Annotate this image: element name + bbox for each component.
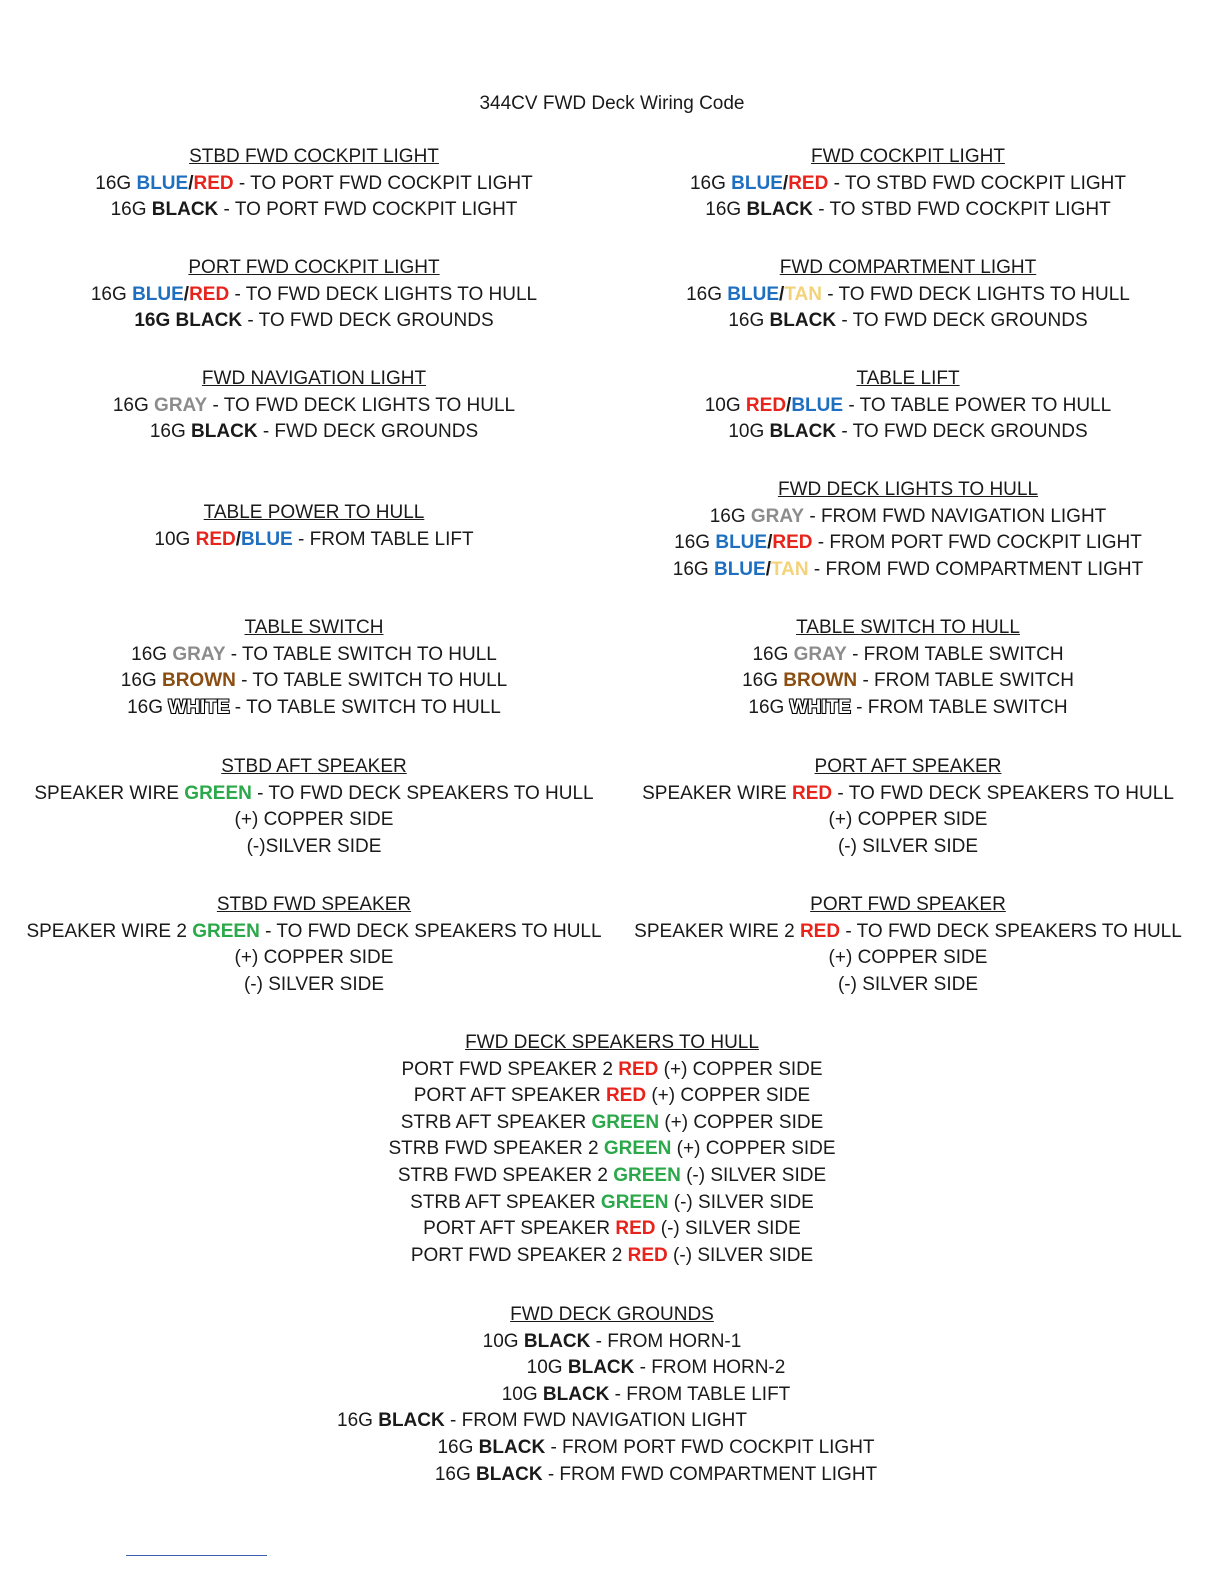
wire-color-label: GRAY — [172, 643, 226, 665]
wire-text: 16G — [95, 172, 137, 194]
wire-lines — [0, 527, 628, 554]
wire-text: 16G — [120, 670, 162, 692]
wire-line — [610, 282, 1206, 309]
wire-lines — [610, 781, 1206, 861]
wire-color-label: GRAY — [793, 643, 847, 665]
wire-color-label: GRAY — [154, 394, 208, 416]
wire-line — [610, 781, 1206, 808]
wire-text: BLACK — [476, 1463, 543, 1485]
wire-line — [0, 1408, 1154, 1435]
wire-color-label: RED — [618, 1058, 659, 1080]
wire-text: 16G — [686, 283, 728, 305]
wire-color-label: RED — [189, 283, 230, 305]
wire-color-label: BLUE — [713, 558, 766, 580]
wire-text: - TO FWD DECK SPEAKERS TO HULL — [251, 782, 594, 804]
wire-text: - TO STBD FWD COCKPIT LIGHT — [813, 199, 1111, 221]
section-fwd-compartment-light — [610, 255, 1206, 335]
wire-text: - TO FWD DECK SPEAKERS TO HULL — [840, 920, 1182, 942]
wire-text: 16G — [689, 172, 732, 194]
wire-line — [0, 807, 628, 834]
section-port-fwd-speaker — [610, 892, 1206, 998]
wire-text: - TO TABLE POWER TO HULL — [843, 394, 1112, 416]
wire-text: 16G — [709, 505, 751, 527]
wire-text: 16G — [705, 199, 747, 221]
wire-line — [0, 171, 628, 198]
wire-line — [0, 834, 628, 861]
wire-text: 16G — [127, 696, 169, 718]
wire-text: - FROM TABLE SWITCH — [846, 643, 1064, 665]
wire-text: (-) SILVER SIDE — [243, 973, 385, 995]
wire-line — [0, 642, 628, 669]
wire-text: PORT AFT SPEAKER — [413, 1085, 606, 1107]
wire-text: BLACK — [151, 199, 219, 221]
wire-text: - FROM PORT FWD COCKPIT LIGHT — [545, 1436, 875, 1458]
section-heading: STBD FWD SPEAKER — [216, 894, 412, 915]
wire-color-label: GREEN — [613, 1164, 681, 1186]
wire-line — [610, 834, 1206, 861]
wire-text: 16G — [337, 1410, 379, 1432]
wire-text: - TO PORT FWD COCKPIT LIGHT — [218, 199, 518, 221]
wire-line — [610, 530, 1206, 557]
wire-text: STRB AFT SPEAKER — [410, 1191, 601, 1213]
section-fwd-navigation-light — [0, 366, 628, 446]
document-title: 344CV FWD Deck Wiring Code — [479, 93, 745, 114]
wire-text: 16G — [90, 283, 133, 305]
wire-text: 16G — [434, 1463, 477, 1485]
wire-line — [610, 504, 1206, 531]
wire-text: / — [188, 172, 194, 194]
wire-line — [610, 393, 1206, 420]
wire-text: 16G BLACK — [134, 310, 243, 332]
wire-text: - TO TABLE SWITCH TO HULL — [229, 696, 501, 718]
wire-text: 10G — [501, 1383, 543, 1405]
wire-color-label: BLUE — [715, 532, 768, 554]
wire-line — [0, 919, 628, 946]
wire-text: - FROM FWD NAVIGATION LIGHT — [444, 1410, 747, 1432]
wire-text: 16G — [752, 643, 794, 665]
section-heading: PORT AFT SPEAKER — [814, 756, 1002, 777]
wire-line — [610, 807, 1206, 834]
wire-color-label: TAN — [770, 558, 809, 580]
wire-line — [44, 1355, 1224, 1382]
wire-line — [610, 171, 1206, 198]
wire-line — [44, 1462, 1224, 1489]
wire-color-label: RED — [195, 528, 236, 550]
wire-line — [610, 642, 1206, 669]
wire-text: 16G — [149, 421, 192, 443]
wire-color-label: WHITE — [789, 696, 851, 718]
wire-text: BLACK — [746, 199, 813, 221]
wire-text: 10G — [482, 1330, 524, 1352]
wire-text: / — [782, 172, 789, 194]
wire-color-label: WHITE — [168, 696, 230, 718]
wire-text: BLACK — [378, 1410, 445, 1432]
wire-text: - TO FWD DECK GROUNDS — [242, 310, 494, 332]
wire-color-label: BLUE — [727, 283, 780, 305]
wire-text: 16G — [112, 394, 155, 416]
wire-text: - FROM FWD COMPARTMENT LIGHT — [542, 1463, 878, 1485]
wire-line — [0, 527, 628, 554]
wire-text: BLACK — [523, 1330, 591, 1352]
wire-color-label: RED — [745, 394, 787, 416]
wire-color-label: RED — [772, 532, 813, 554]
wire-color-label: RED — [799, 920, 841, 942]
wire-text: - FROM HORN-1 — [590, 1330, 742, 1352]
wire-text: (-) SILVER SIDE — [668, 1191, 814, 1213]
wire-text: - FROM TABLE SWITCH — [857, 670, 1074, 692]
section-heading: STBD AFT SPEAKER — [221, 756, 407, 777]
wire-color-label: RED — [792, 782, 833, 804]
section-heading: FWD COCKPIT LIGHT — [811, 146, 1005, 167]
wire-color-label: GREEN — [600, 1191, 669, 1213]
wire-color-label: RED — [605, 1085, 647, 1107]
wire-line — [0, 1216, 1224, 1243]
wire-color-label: GRAY — [750, 505, 805, 527]
wire-color-label: GREEN — [192, 920, 260, 942]
wire-text: / — [779, 283, 785, 305]
wire-line — [610, 668, 1206, 695]
wire-text: 16G — [672, 558, 714, 580]
section-table-switch — [0, 615, 628, 721]
wire-text: PORT FWD SPEAKER 2 — [410, 1244, 628, 1266]
wire-color-label: BROWN — [161, 670, 236, 692]
wire-text: / — [767, 532, 773, 554]
wire-color-label: TAN — [784, 283, 822, 305]
wire-text: 16G — [110, 199, 152, 221]
wire-lines — [610, 642, 1206, 722]
wire-text: - TO FWD DECK SPEAKERS TO HULL — [259, 920, 602, 942]
wire-line — [0, 197, 628, 224]
wire-text: 10G — [526, 1357, 568, 1379]
wire-lines — [0, 642, 628, 722]
wire-color-label: BLUE — [241, 528, 293, 550]
wire-color-label: RED — [627, 1244, 668, 1266]
wire-line — [0, 1190, 1224, 1217]
wire-text: - TO TABLE SWITCH TO HULL — [235, 670, 508, 692]
wire-text: 10G — [154, 528, 196, 550]
section-table-power-to-hull — [0, 500, 628, 553]
wire-line — [0, 1163, 1224, 1190]
wire-color-label: BLUE — [132, 283, 184, 305]
wire-text: BLACK — [191, 421, 258, 443]
wire-text: - TO FWD DECK LIGHTS TO HULL — [821, 283, 1130, 305]
wire-text: (-) SILVER SIDE — [655, 1218, 801, 1240]
wire-line — [0, 972, 628, 999]
wire-text: STRB FWD SPEAKER 2 — [397, 1164, 614, 1186]
section-fwd-deck-speakers-to-hull — [0, 1030, 1224, 1269]
wire-text: - TO FWD DECK SPEAKERS TO HULL — [832, 782, 1174, 804]
section-heading: TABLE SWITCH TO HULL — [796, 617, 1020, 638]
section-stbd-aft-speaker — [0, 754, 628, 860]
wire-line — [610, 695, 1206, 722]
section-fwd-deck-lights-to-hull — [610, 477, 1206, 583]
wire-color-label: RED — [615, 1218, 656, 1240]
wire-text: (+) COPPER SIDE — [658, 1058, 823, 1080]
section-heading: TABLE LIFT — [856, 368, 960, 389]
section-heading: STBD FWD COCKPIT LIGHT — [189, 146, 439, 167]
wire-lines — [610, 282, 1206, 335]
wire-text: (-) SILVER SIDE — [680, 1164, 827, 1186]
wire-text: BLACK — [769, 421, 837, 443]
wire-text: - TO STBD FWD COCKPIT LIGHT — [828, 172, 1127, 194]
wire-line — [610, 197, 1206, 224]
section-table-lift — [610, 366, 1206, 446]
wire-line — [610, 972, 1206, 999]
wire-color-label: BLUE — [791, 394, 844, 416]
wire-line — [44, 1435, 1224, 1462]
wire-text: - FWD DECK GROUNDS — [257, 421, 479, 443]
section-fwd-cockpit-light — [610, 144, 1206, 224]
wire-color-label: RED — [788, 172, 829, 194]
wire-color-label: GREEN — [184, 782, 252, 804]
section-port-fwd-cockpit-light — [0, 255, 628, 335]
wire-text: - TO FWD DECK LIGHTS TO HULL — [229, 283, 538, 305]
wire-lines — [0, 781, 628, 861]
wire-lines — [610, 171, 1206, 224]
footnote-separator-rule — [126, 1555, 267, 1556]
wire-line — [610, 919, 1206, 946]
wire-line — [0, 308, 628, 335]
wire-text: STRB FWD SPEAKER 2 — [388, 1138, 604, 1160]
wire-line — [0, 1057, 1224, 1084]
wire-line — [0, 1243, 1224, 1270]
section-heading: PORT FWD COCKPIT LIGHT — [188, 257, 440, 278]
wire-text: 16G — [742, 670, 784, 692]
wire-text: BLACK — [567, 1357, 635, 1379]
section-heading: PORT FWD SPEAKER — [810, 894, 1006, 915]
wire-line — [0, 1110, 1224, 1137]
wire-line — [610, 419, 1206, 446]
wire-color-label: BROWN — [783, 670, 858, 692]
wire-lines — [0, 171, 628, 224]
wire-text: (-) SILVER SIDE — [837, 973, 979, 995]
wire-text: - TO FWD DECK GROUNDS — [836, 310, 1088, 332]
section-port-aft-speaker — [610, 754, 1206, 860]
wire-text: 16G — [728, 310, 770, 332]
wire-text: PORT AFT SPEAKER — [423, 1218, 616, 1240]
wire-text: (-) SILVER SIDE — [837, 835, 979, 857]
wire-text: (+) COPPER SIDE — [646, 1085, 811, 1107]
wire-text: / — [235, 528, 241, 550]
section-heading: FWD DECK LIGHTS TO HULL — [777, 479, 1039, 500]
wire-text: / — [786, 394, 792, 416]
wire-text: / — [183, 283, 190, 305]
wire-text: 16G — [131, 643, 173, 665]
wire-text: - FROM TABLE LIFT — [609, 1383, 791, 1405]
wire-text: SPEAKER WIRE — [34, 782, 185, 804]
wire-text: 10G — [704, 394, 746, 416]
wire-lines — [0, 282, 628, 335]
wire-text: / — [765, 558, 771, 580]
section-heading: FWD DECK GROUNDS — [510, 1304, 714, 1325]
wire-color-label: RED — [193, 172, 234, 194]
wire-line — [0, 282, 628, 309]
wire-line — [0, 781, 628, 808]
wire-text: - FROM TABLE LIFT — [292, 528, 474, 550]
wire-text: - TO TABLE SWITCH TO HULL — [225, 643, 497, 665]
wire-text: SPEAKER WIRE 2 — [634, 920, 800, 942]
wire-text: (+) COPPER SIDE — [234, 809, 394, 831]
wire-color-label: GREEN — [591, 1111, 660, 1133]
wire-line — [0, 419, 628, 446]
wire-text: 16G — [674, 532, 716, 554]
wire-color-label: GREEN — [603, 1138, 672, 1160]
wire-text: SPEAKER WIRE 2 — [26, 920, 193, 942]
wire-lines — [0, 393, 628, 446]
wire-line — [34, 1382, 1224, 1409]
wire-text: - FROM FWD NAVIGATION LIGHT — [804, 505, 1107, 527]
section-heading: FWD NAVIGATION LIGHT — [201, 368, 427, 389]
wire-text: (-) SILVER SIDE — [667, 1244, 814, 1266]
section-heading: FWD COMPARTMENT LIGHT — [779, 257, 1037, 278]
wire-text: - FROM TABLE SWITCH — [850, 696, 1068, 718]
wire-line — [610, 945, 1206, 972]
wire-text: (+) COPPER SIDE — [828, 809, 988, 831]
wire-line — [0, 393, 628, 420]
wire-text: BLACK — [769, 310, 837, 332]
wire-line — [0, 1136, 1224, 1163]
wire-line — [0, 1329, 1224, 1356]
wire-lines — [0, 1057, 1224, 1270]
section-heading: TABLE SWITCH — [244, 617, 384, 638]
section-heading: TABLE POWER TO HULL — [203, 502, 425, 523]
wire-text: - FROM PORT FWD COCKPIT LIGHT — [812, 532, 1142, 554]
wire-line — [0, 1083, 1224, 1110]
wire-text: SPEAKER WIRE — [642, 782, 793, 804]
wire-line — [0, 695, 628, 722]
wire-text: (+) COPPER SIDE — [659, 1111, 824, 1133]
wire-color-label: BLUE — [136, 172, 189, 194]
wire-text: 16G — [437, 1436, 479, 1458]
wire-text: - TO FWD DECK LIGHTS TO HULL — [207, 394, 516, 416]
wire-text: (+) COPPER SIDE — [828, 947, 988, 969]
wire-text: - FROM FWD COMPARTMENT LIGHT — [808, 558, 1144, 580]
wire-color-label: BLUE — [731, 172, 783, 194]
wire-lines — [0, 919, 628, 999]
wire-text: (+) COPPER SIDE — [234, 947, 394, 969]
section-stbd-fwd-cockpit-light — [0, 144, 628, 224]
wire-text: PORT FWD SPEAKER 2 — [401, 1058, 619, 1080]
wire-line — [0, 668, 628, 695]
wire-line — [610, 308, 1206, 335]
wire-text: 10G — [728, 421, 770, 443]
wire-text: (-)SILVER SIDE — [246, 835, 382, 857]
wire-text: STRB AFT SPEAKER — [400, 1111, 592, 1133]
section-fwd-deck-grounds — [0, 1302, 1224, 1488]
wire-lines — [0, 1329, 1224, 1489]
wire-text: - TO PORT FWD COCKPIT LIGHT — [233, 172, 533, 194]
wire-line — [0, 945, 628, 972]
wire-text: - FROM HORN-2 — [634, 1357, 786, 1379]
wire-lines — [610, 393, 1206, 446]
wire-lines — [610, 919, 1206, 999]
wire-text: BLACK — [542, 1383, 610, 1405]
wire-text: BLACK — [478, 1436, 546, 1458]
wire-text: (+) COPPER SIDE — [671, 1138, 836, 1160]
section-table-switch-to-hull — [610, 615, 1206, 721]
wire-text: - TO FWD DECK GROUNDS — [836, 421, 1088, 443]
section-stbd-fwd-speaker — [0, 892, 628, 998]
wire-text: 16G — [748, 696, 790, 718]
wire-lines — [610, 504, 1206, 584]
section-heading: FWD DECK SPEAKERS TO HULL — [465, 1032, 759, 1053]
wire-line — [610, 557, 1206, 584]
